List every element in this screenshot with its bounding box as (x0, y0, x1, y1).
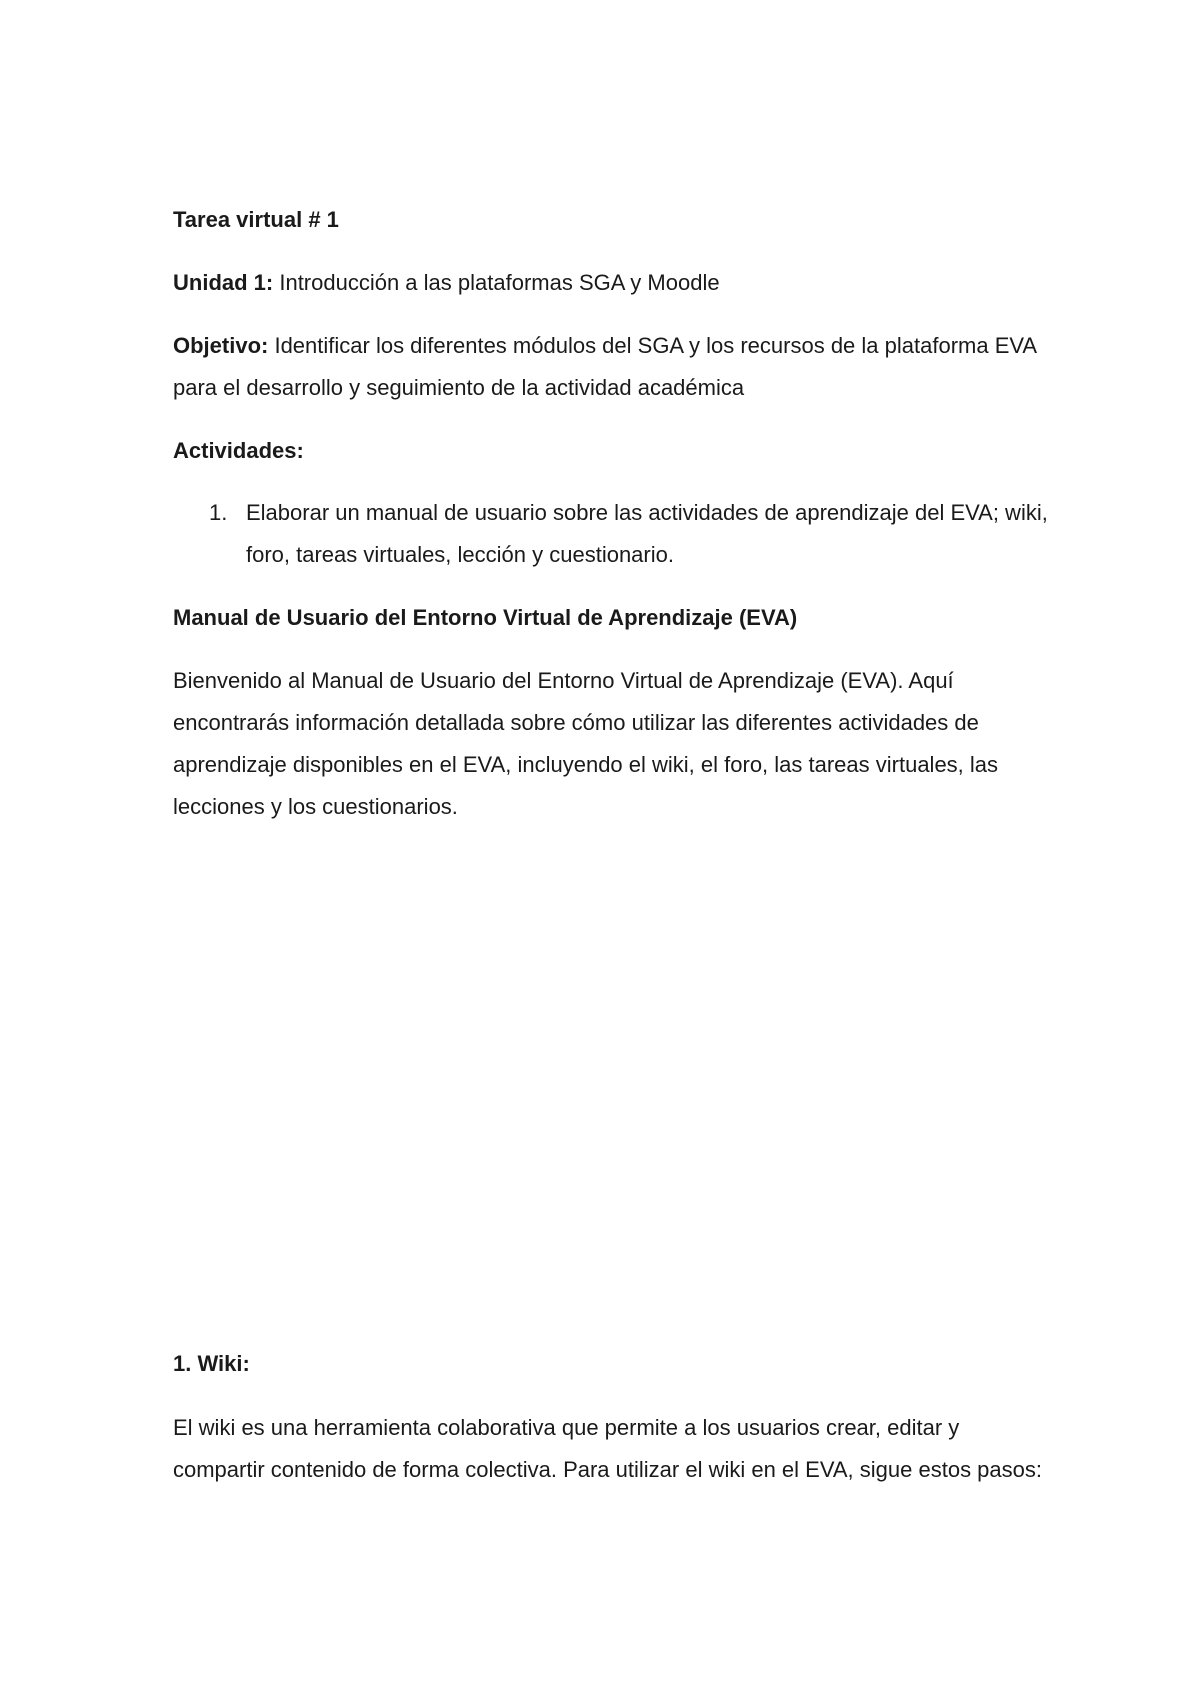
wiki-paragraph: El wiki es una herramienta colaborativa que permite a los usuarios crear, editar y compartir contenido de forma colectiva. Para utilizar el wiki en el EVA, sigue estos pasos: (173, 1415, 1042, 1482)
unit-line (173, 262, 1053, 304)
activities-heading: Actividades: (173, 438, 304, 463)
document-title: Tarea virtual # 1 (173, 207, 339, 232)
manual-heading: Manual de Usuario del Entorno Virtual de Aprendizaje (EVA) (173, 605, 798, 630)
unit-text: Introducción a las plataformas SGA y Moodle (273, 270, 720, 295)
objective-paragraph (173, 325, 1053, 409)
objective-label: Objetivo: (173, 333, 269, 358)
unit-label: Unidad 1: (173, 270, 274, 295)
objective-text: Identificar los diferentes módulos del SGA y los recursos de la plataforma EVA para el desarrollo y seguimiento de la actividad académica (173, 333, 1036, 400)
list-number: 1. (209, 500, 228, 525)
list-item-text: Elaborar un manual de usuario sobre las actividades de aprendizaje del EVA; wiki, foro, tareas virtuales, lección y cuestionario. (246, 500, 1048, 567)
manual-intro-paragraph: Bienvenido al Manual de Usuario del Entorno Virtual de Aprendizaje (EVA). Aquí encontrarás información detallada sobre cómo utilizar las diferentes actividades de aprendizaje disponibles en el EVA, incluyendo el wiki, el foro, las tareas virtuales, las lecciones y los cuestionarios. (173, 668, 999, 819)
activity-list-item (173, 492, 1053, 576)
wiki-heading: 1. Wiki: (173, 1351, 250, 1376)
